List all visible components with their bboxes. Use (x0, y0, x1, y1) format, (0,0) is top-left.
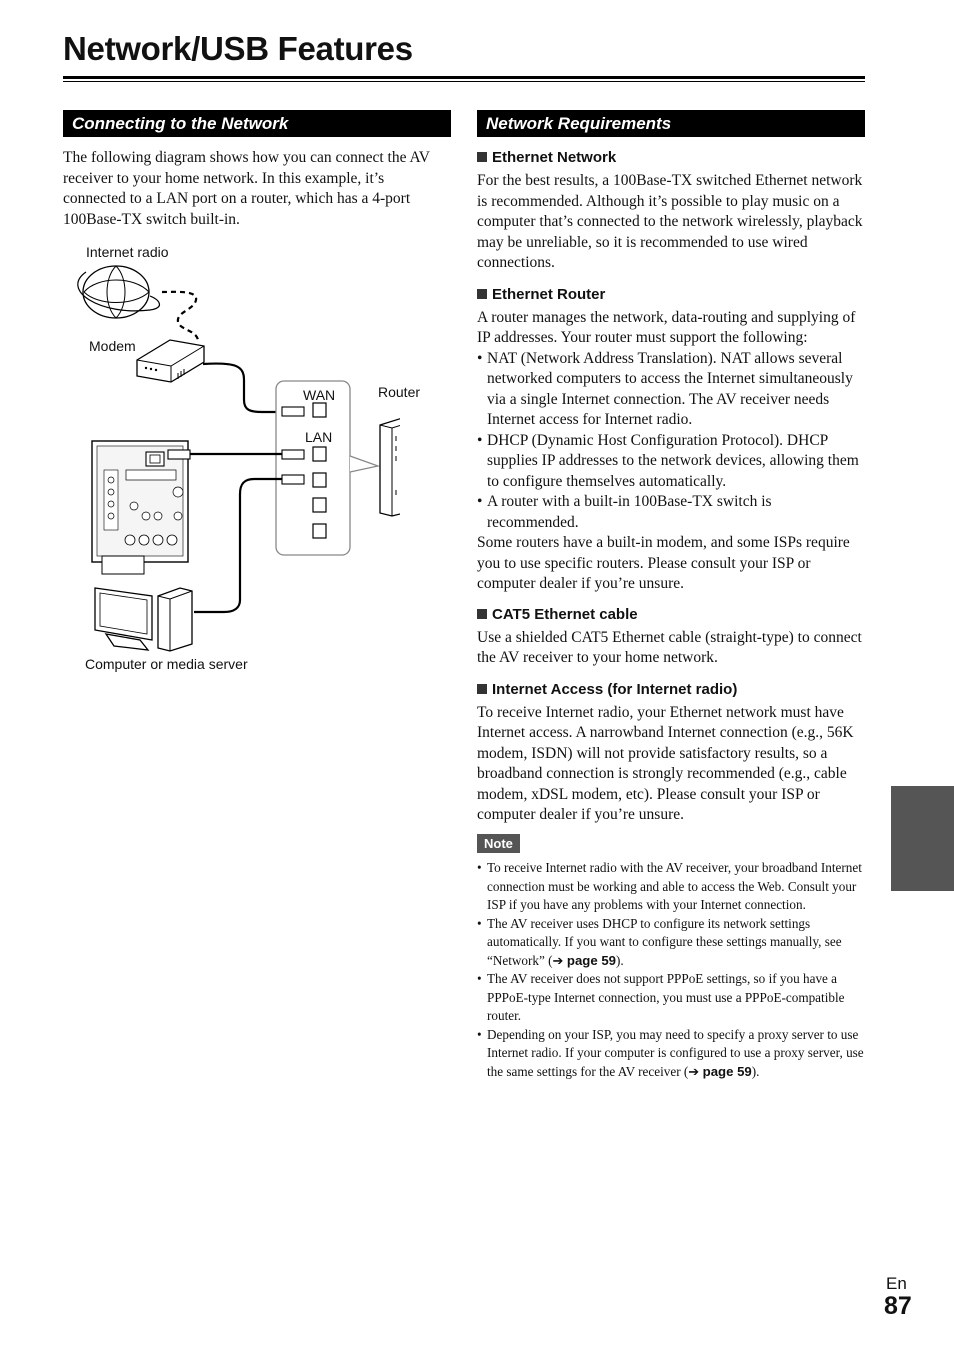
note-item: • The AV receiver does not support PPPoE settings, so if you have a PPPoE-type Internet connection, you must use a PPPoE-compatible router. (477, 970, 865, 1026)
label-wan: WAN (303, 387, 336, 403)
note-item: • To receive Internet radio with the AV receiver, your broadband Internet connection must be working and able to access the Web. Consult your ISP if you have any problems with your Internet connection. (477, 859, 865, 915)
page-title: Network/USB Features (63, 30, 413, 67)
page-number: 87 (884, 1292, 912, 1320)
router-requirements-list (477, 349, 865, 534)
subhead-text: Internet Access (for Internet radio) (492, 680, 738, 698)
cable-computer-lan (194, 479, 282, 612)
note-block (477, 834, 865, 1082)
router-icon (380, 415, 400, 516)
computer-icon (95, 588, 192, 651)
chapter-thumb-tab (891, 786, 954, 891)
note-text: ). (616, 952, 624, 968)
subhead-text: Ethernet Network (492, 149, 617, 166)
label-internet-radio: Internet radio (86, 244, 169, 260)
list-item: • DHCP (Dynamic Host Configuration Protocol). DHCP supplies IP addresses to the network devices, allowing them to configure themselves automatically. (477, 431, 865, 493)
left-column (63, 148, 447, 230)
subhead-ethernet-network (477, 148, 865, 168)
av-receiver-icon (92, 441, 190, 574)
label-lan: LAN (305, 429, 333, 445)
title-rule (63, 76, 865, 79)
note-text: The AV receiver uses DHCP to configure its network settings automatically. If you want to configure these settings manually, see “Network” ( (487, 915, 842, 968)
internet-globe-icon (78, 266, 160, 318)
right-column (477, 148, 865, 1081)
title-rule-thin (63, 81, 865, 82)
subhead-text: CAT5 Ethernet cable (492, 605, 638, 623)
arrow-icon: ➔ (688, 1063, 700, 1079)
section-heading-requirements: Network Requirements (477, 110, 865, 137)
square-bullet-icon (477, 684, 487, 694)
arrow-icon: ➔ (552, 952, 564, 968)
note-badge: Note (477, 834, 520, 853)
note-item (477, 915, 865, 971)
cable-modem-wan (203, 364, 282, 412)
subhead-ethernet-router (477, 285, 865, 305)
cat5-body: Use a shielded CAT5 Ethernet cable (straight-type) to connect the AV receiver to your home network. (477, 628, 862, 666)
label-modem: Modem (89, 338, 136, 354)
internet-access-body: To receive Internet radio, your Ethernet network must have Internet access. A narrowband Internet connection (e.g., 56K modem, ISDN) will not provide satisfactory results, so a broadband connection is strongly recommended (e.g., cable modem, xDSL modem, etc). Please consult your ISP or computer dealer if you’re unsure. (477, 703, 854, 823)
modem-icon (137, 340, 204, 382)
wireless-link (162, 292, 198, 340)
note-text: Depending on your ISP, you may need to specify a proxy server to use Internet radio. If your computer is configured to use a proxy server, use the same settings for the AV receiver ( (487, 1026, 864, 1079)
square-bullet-icon (477, 289, 487, 299)
notes-list (477, 859, 865, 1081)
page-reference-link[interactable]: page 59 (566, 952, 617, 968)
network-diagram (60, 240, 400, 660)
subhead-internet-access (477, 680, 865, 700)
subhead-cat5 (477, 605, 865, 625)
square-bullet-icon (477, 152, 487, 162)
list-item: • A router with a built-in 100Base-TX switch is recommended. (477, 492, 865, 533)
intro-paragraph: The following diagram shows how you can connect the AV receiver to your home network. In this example, it’s connected to a LAN port on a router, which has a 4-port 100Base-TX switch built-in. (63, 149, 430, 228)
list-item: • NAT (Network Address Translation). NAT allows several networked computers to access the Internet simultaneously via a single Internet connection. The AV receiver needs Internet access for Internet radio. (477, 349, 865, 431)
label-computer: Computer or media server (85, 656, 248, 672)
section-heading-connecting: Connecting to the Network (63, 110, 451, 137)
note-text: ). (751, 1063, 760, 1079)
subhead-text: Ethernet Router (492, 285, 606, 303)
note-item (477, 1026, 865, 1082)
ethernet-network-body: For the best results, a 100Base-TX switched Ethernet network is recommended. Although it’s possible to play music on a computer that’s connected to the network wirelessly, playback may be unreliable, so it is recommended to use wired connections. (477, 172, 863, 271)
ethernet-router-outro: Some routers have a built-in modem, and some ISPs require you to use specific routers. Please consult your ISP or computer dealer if you’re unsure. (477, 534, 850, 592)
language-code: En (886, 1274, 907, 1293)
ethernet-router-intro: A router manages the network, data-routing and supplying of IP addresses. Your router must support the following: (477, 308, 856, 346)
label-router: Router (378, 384, 421, 400)
square-bullet-icon (477, 609, 487, 619)
page-reference-link[interactable]: page 59 (702, 1063, 752, 1079)
